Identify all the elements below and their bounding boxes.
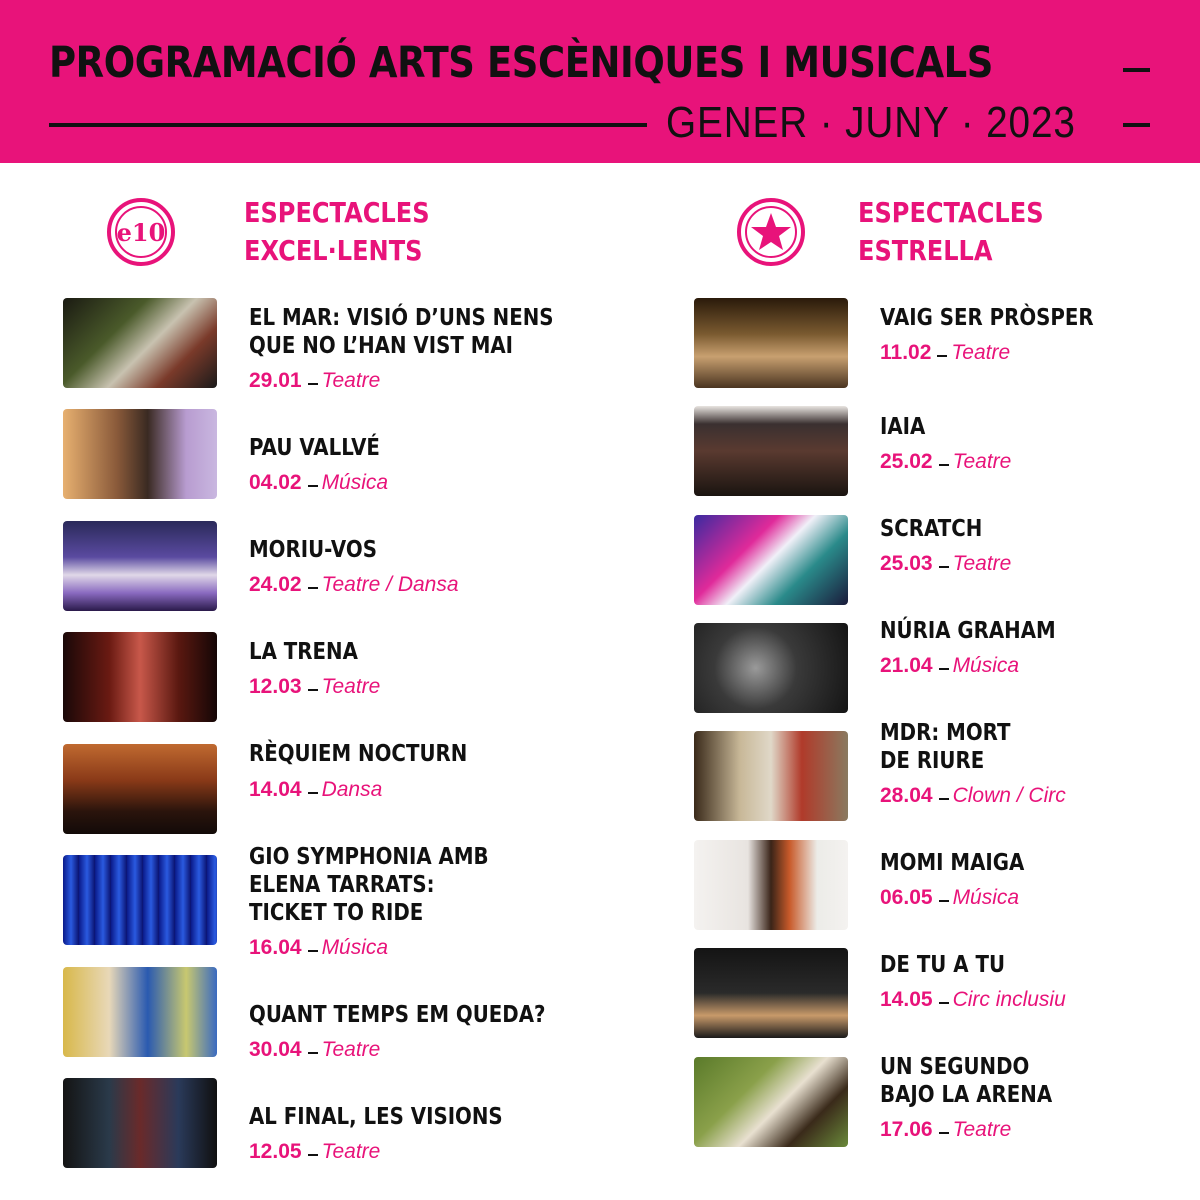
event-meta: 11.02 Teatre	[880, 341, 1011, 364]
photo-la-trena	[63, 632, 217, 722]
event-title: RÈQUIEM NOCTURN	[249, 741, 468, 767]
section-title-line2: EXCEL·LENTS	[244, 234, 423, 267]
event-meta: 12.03 Teatre	[249, 675, 381, 698]
event-meta: 25.03 Teatre	[880, 552, 1012, 575]
photo-moriu-vos	[63, 521, 217, 611]
photo-de-tu-a-tu	[694, 948, 848, 1038]
title-dash	[1123, 68, 1150, 72]
event-title: PAU VALLVÉ	[249, 435, 380, 461]
event-title: MORIU-VOS	[249, 537, 377, 563]
event-meta: 14.05 Circ inclusiu	[880, 988, 1066, 1011]
photo-gio-symphonia	[63, 855, 217, 945]
event-meta: 30.04 Teatre	[249, 1038, 381, 1061]
event-title: DE TU A TU	[880, 952, 1006, 978]
event-title: GIO SYMPHONIA AMB ELENA TARRATS: TICKET TO RIDE	[249, 844, 489, 926]
photo-al-final	[63, 1078, 217, 1168]
event-title: NÚRIA GRAHAM	[880, 618, 1056, 644]
event-title: LA TRENA	[249, 639, 358, 665]
event-title: VAIG SER PRÒSPER	[880, 305, 1094, 331]
event-meta: 14.04 Dansa	[249, 778, 383, 801]
event-meta: 04.02 Música	[249, 471, 389, 494]
photo-scratch	[694, 515, 848, 605]
section-title-line1: ESPECTACLES	[858, 196, 1044, 229]
section-title-estrella	[858, 194, 1044, 270]
event-title: UN SEGUNDO BAJO LA ARENA	[880, 1054, 1053, 1108]
event-meta: 16.04 Música	[249, 936, 389, 959]
photo-requiem-nocturn	[63, 744, 217, 834]
section-title-line1: ESPECTACLES	[244, 196, 430, 229]
event-meta: 24.02 Teatre / Dansa	[249, 573, 459, 596]
event-title: MDR: MORT DE RIURE	[880, 720, 1011, 774]
event-meta: 06.05 Música	[880, 886, 1020, 909]
event-meta: 12.05 Teatre	[249, 1140, 381, 1163]
svg-text:e10: e10	[116, 218, 166, 247]
event-meta: 17.06 Teatre	[880, 1118, 1012, 1141]
page-subtitle: GENER · JUNY · 2023	[666, 98, 1076, 147]
event-meta: 21.04 Música	[880, 654, 1020, 677]
section-title-excellents	[244, 194, 430, 270]
event-title: AL FINAL, LES VISIONS	[249, 1104, 503, 1130]
section-title-line2: ESTRELLA	[858, 234, 993, 267]
event-meta: 28.04 Clown / Circ	[880, 784, 1066, 807]
page-title: PROGRAMACIÓ ARTS ESCÈNIQUES I MUSICALS	[49, 38, 993, 88]
event-meta: 25.02 Teatre	[880, 450, 1012, 473]
photo-nuria-graham	[694, 623, 848, 713]
subtitle-dash	[1123, 123, 1150, 127]
star-badge-icon	[736, 197, 806, 272]
photo-un-segundo	[694, 1057, 848, 1147]
photo-momi-maiga	[694, 840, 848, 930]
header-banner	[0, 0, 1200, 163]
photo-mdr	[694, 731, 848, 821]
photo-el-mar	[63, 298, 217, 388]
event-title: EL MAR: VISIÓ D’UNS NENS QUE NO L’HAN VIST MAI	[249, 305, 554, 359]
event-title: MOMI MAIGA	[880, 850, 1025, 876]
event-title: QUANT TEMPS EM QUEDA?	[249, 1002, 546, 1028]
photo-quant-temps	[63, 967, 217, 1057]
subtitle-rule	[49, 123, 647, 127]
e10-badge-icon	[106, 197, 176, 272]
photo-iaia	[694, 406, 848, 496]
photo-pau-vallve	[63, 409, 217, 499]
event-title: IAIA	[880, 414, 926, 440]
photo-vaig-ser-prosper	[694, 298, 848, 388]
event-title: SCRATCH	[880, 516, 983, 542]
event-meta: 29.01 Teatre	[249, 369, 381, 392]
